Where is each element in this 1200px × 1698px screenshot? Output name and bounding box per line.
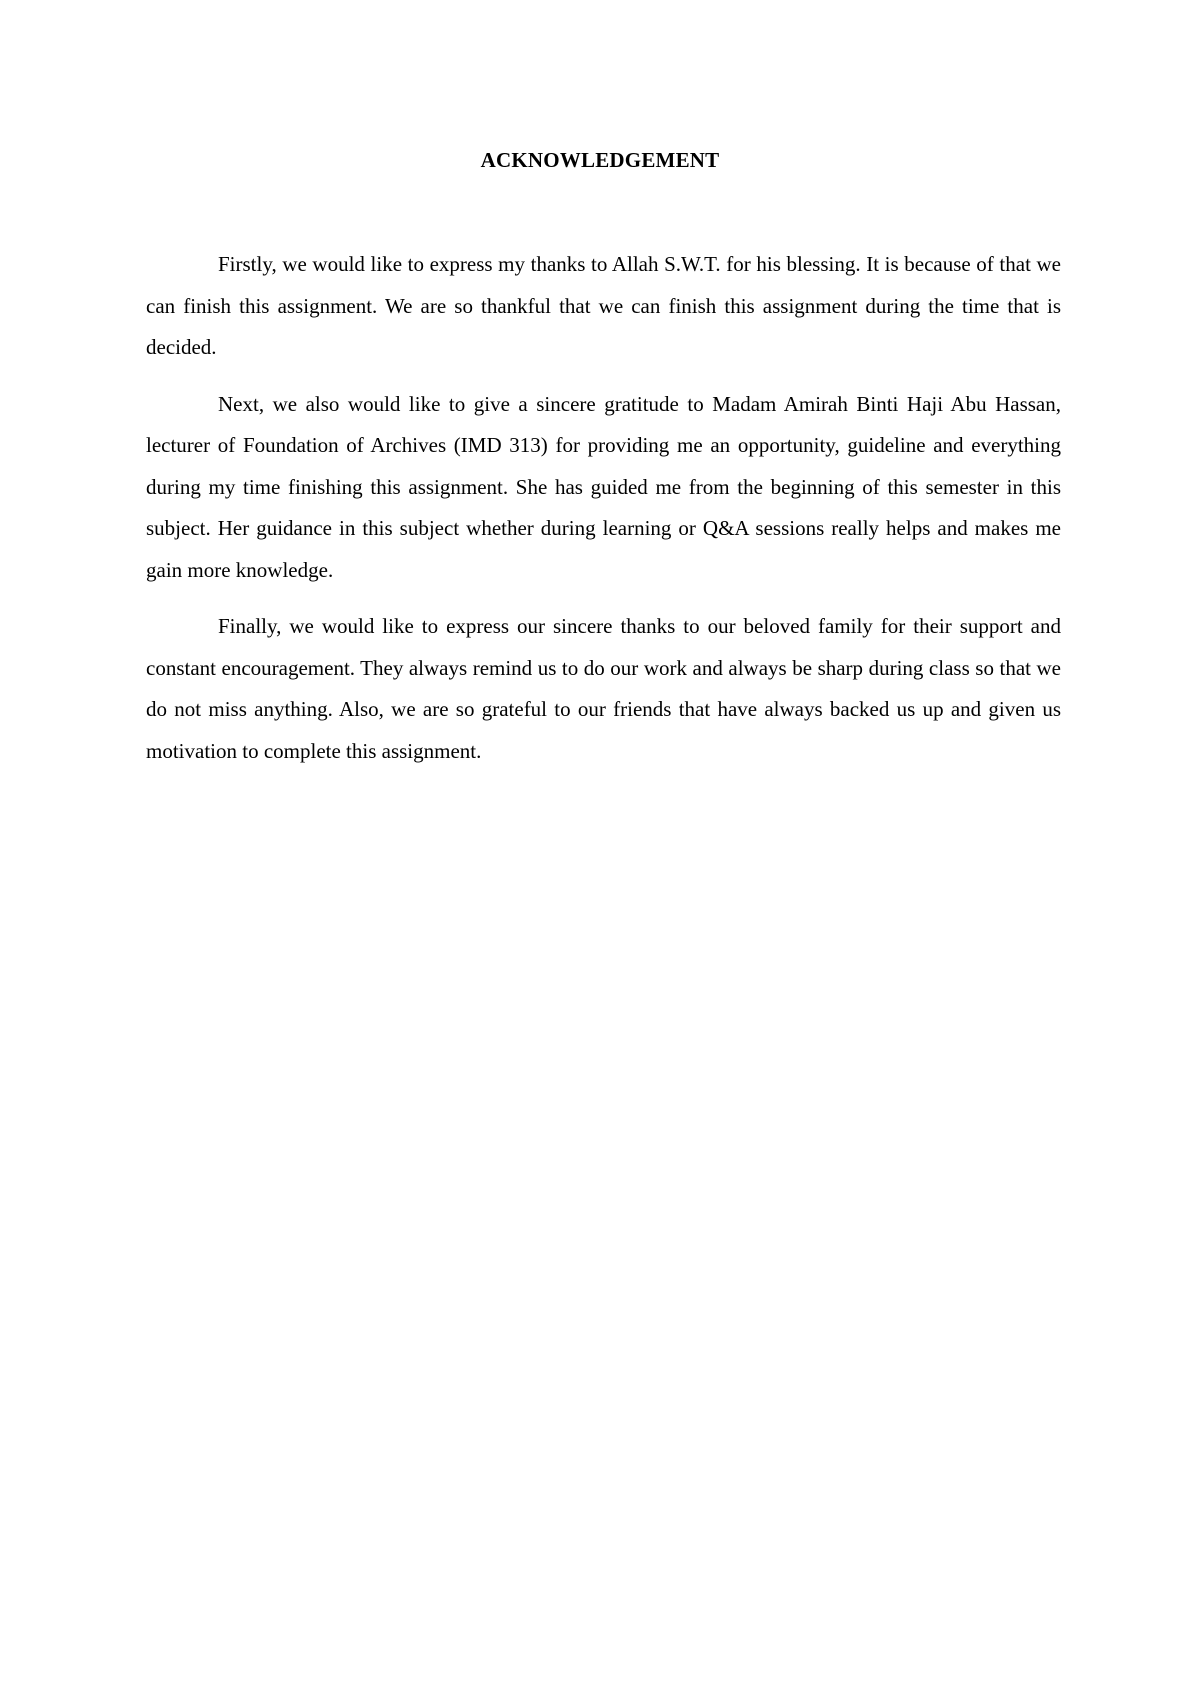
document-body (146, 244, 1061, 787)
page-title: ACKNOWLEDGEMENT (480, 148, 720, 172)
paragraph-thanks-lecturer: Next, we also would like to give a sincere gratitude to Madam Amirah Binti Haji Abu Hassan, lecturer of Foundation of Archives (IMD 313) for providing me an opportunity, guideline and everything during my time finishing this assignment. She has guided me from the beginning of this semester in this subject. Her guidance in this subject whether during learning or Q&A sessions really helps and makes me gain more knowledge. (146, 391, 1061, 582)
paragraph-thanks-allah: Firstly, we would like to express my thanks to Allah S.W.T. for his blessing. It is because of that we can finish this assignment. We are so thankful that we can finish this assignment during the time that is decided. (146, 252, 1061, 359)
paragraph-thanks-family: Finally, we would like to express our sincere thanks to our beloved family for their support and constant encouragement. They always remind us to do our work and always be sharp during class so that we do not miss anything. Also, we are so grateful to our friends that have always backed us up and given us motivation to complete this assignment. (146, 614, 1061, 763)
